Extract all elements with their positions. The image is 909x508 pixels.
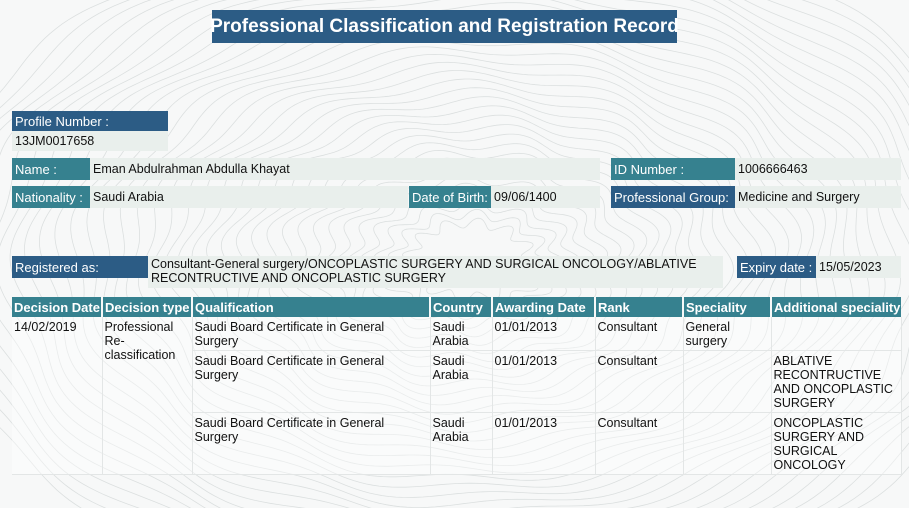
qualification-cell: Saudi Board Certificate in General Surgery [192, 413, 430, 475]
awarding-date-cell: 01/01/2013 [492, 413, 595, 475]
header-country: Country [430, 297, 492, 317]
awarding-date-cell: 01/01/2013 [492, 317, 595, 351]
speciality-cell [683, 413, 771, 475]
country-cell: Saudi Arabia [430, 351, 492, 413]
speciality-cell [683, 351, 771, 413]
additional-speciality-cell: ONCOPLASTIC SURGERY AND SURGICAL ONCOLOGY [771, 413, 901, 475]
expiry-date-label: Expiry date : [737, 256, 816, 278]
classification-table [12, 297, 902, 475]
header-additional-speciality: Additional speciality [771, 297, 901, 317]
decision-type-cell: Professional Re-classification [102, 317, 192, 475]
page-title: Professional Classification and Registration Record [212, 10, 677, 43]
registered-as-label: Registered as: [12, 256, 148, 278]
rank-cell: Consultant [595, 351, 683, 413]
qualification-cell: Saudi Board Certificate in General Surgery [192, 317, 430, 351]
qualification-cell: Saudi Board Certificate in General Surgery [192, 351, 430, 413]
rank-cell: Consultant [595, 317, 683, 351]
nationality-value: Saudi Arabia [90, 186, 408, 208]
country-cell: Saudi Arabia [430, 413, 492, 475]
header-rank: Rank [595, 297, 683, 317]
decision-date-cell: 14/02/2019 [12, 317, 102, 475]
id-number-value: 1006666463 [735, 158, 901, 180]
profile-number-value: 13JM0017658 [12, 131, 168, 151]
profile-number-label: Profile Number : [12, 111, 168, 131]
additional-speciality-cell: ABLATIVE RECONTRUCTIVE AND ONCOPLASTIC SURGERY [771, 351, 901, 413]
nationality-label: Nationality : [12, 186, 90, 208]
country-cell: Saudi Arabia [430, 317, 492, 351]
date-of-birth-label: Date of Birth: [409, 186, 491, 208]
professional-group-label: Professional Group: [611, 186, 735, 208]
name-label: Name : [12, 158, 90, 180]
registered-as-value: Consultant-General surgery/ONCOPLASTIC SURGERY AND SURGICAL ONCOLOGY/ABLATIVE RECONTRUCTIVE AND ONCOPLASTIC SURGERY [148, 256, 723, 288]
professional-group-value: Medicine and Surgery [735, 186, 901, 208]
name-value: Eman Abdulrahman Abdulla Khayat [90, 158, 600, 180]
id-number-label: ID Number : [611, 158, 735, 180]
date-of-birth-value: 09/06/1400 [491, 186, 600, 208]
header-qualification: Qualification [192, 297, 430, 317]
table-header-row [12, 297, 901, 317]
rank-cell: Consultant [595, 413, 683, 475]
expiry-date-value: 15/05/2023 [816, 256, 901, 278]
header-awarding-date: Awarding Date [492, 297, 595, 317]
header-decision-type: Decision type [102, 297, 192, 317]
additional-speciality-cell [771, 317, 901, 351]
speciality-cell: General surgery [683, 317, 771, 351]
header-speciality: Speciality [683, 297, 771, 317]
table-row [12, 317, 901, 351]
header-decision-date: Decision Date [12, 297, 102, 317]
awarding-date-cell: 01/01/2013 [492, 351, 595, 413]
